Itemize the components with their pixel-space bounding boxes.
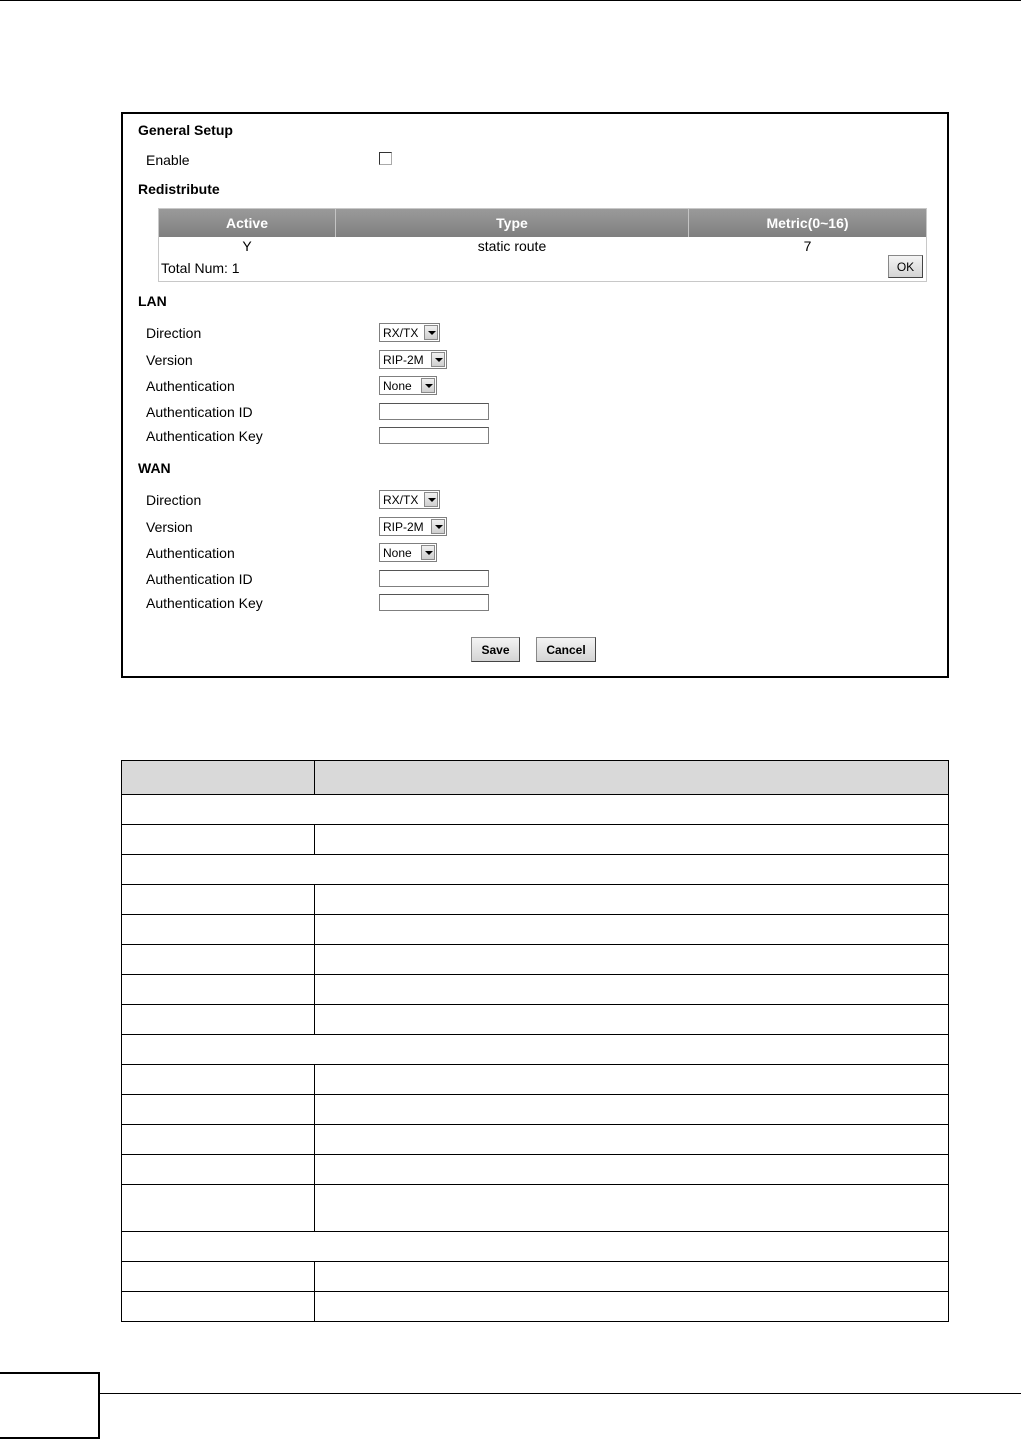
lan-title: LAN <box>138 293 167 309</box>
lan-version-label: Version <box>146 352 193 368</box>
column-header-active: Active <box>225 215 269 231</box>
row-type-cell: static route <box>477 238 547 254</box>
description-cell <box>315 1065 949 1095</box>
label-cell <box>122 1185 315 1232</box>
chevron-down-icon[interactable] <box>421 545 435 560</box>
description-cell <box>315 1125 949 1155</box>
description-cell <box>315 885 949 915</box>
label-cell <box>122 885 315 915</box>
table-row <box>122 885 949 915</box>
wan-title: WAN <box>138 460 171 476</box>
lan-direction-label: Direction <box>146 325 202 341</box>
chevron-down-icon[interactable] <box>424 492 438 507</box>
wan-authentication-label: Authentication <box>146 545 235 561</box>
enable-label: Enable <box>146 152 190 168</box>
page-number-box <box>0 1372 100 1439</box>
table-row <box>122 855 949 885</box>
table-header-row <box>122 761 949 795</box>
top-rule <box>0 0 1021 1</box>
description-cell <box>315 1005 949 1035</box>
wan-direction-select[interactable] <box>379 490 440 509</box>
table-row <box>122 795 949 825</box>
redistribute-table-header <box>159 209 926 237</box>
chevron-down-icon[interactable] <box>424 325 438 340</box>
lan-authentication-label: Authentication <box>146 378 235 394</box>
description-cell <box>315 1292 949 1322</box>
wan-direction-label: Direction <box>146 492 202 508</box>
wan-direction-value: RX/TX <box>383 493 419 507</box>
label-cell <box>122 915 315 945</box>
row-active-cell: Y <box>242 238 252 254</box>
table-row <box>122 1125 949 1155</box>
column-header-metric: Metric(0~16) <box>766 215 849 231</box>
label-cell <box>122 975 315 1005</box>
wan-authentication-id-label: Authentication ID <box>146 571 253 587</box>
table-header-cell <box>122 761 315 795</box>
table-row <box>122 975 949 1005</box>
table-row <box>122 945 949 975</box>
label-cell <box>122 945 315 975</box>
table-row <box>122 1232 949 1262</box>
lan-direction-value: RX/TX <box>383 326 419 340</box>
redistribute-table <box>158 208 927 282</box>
lan-authentication-id-input[interactable] <box>379 403 489 420</box>
description-cell <box>315 1262 949 1292</box>
lan-authentication-key-input[interactable] <box>379 427 489 444</box>
field-description-table <box>121 760 949 1322</box>
general-setup-title: General Setup <box>138 122 233 138</box>
table-row <box>122 1035 949 1065</box>
wan-version-label: Version <box>146 519 193 535</box>
description-cell <box>315 945 949 975</box>
label-cell <box>122 1125 315 1155</box>
table-row <box>122 1005 949 1035</box>
enable-checkbox[interactable] <box>379 152 392 165</box>
save-button[interactable]: Save <box>471 637 520 662</box>
label-cell <box>122 1005 315 1035</box>
wan-authentication-id-input[interactable] <box>379 570 489 587</box>
column-header-type: Type <box>496 215 528 231</box>
lan-authentication-value: None <box>383 379 412 393</box>
wan-version-value: RIP-2M <box>383 520 424 534</box>
table-row <box>122 1185 949 1232</box>
chevron-down-icon[interactable] <box>431 519 445 534</box>
table-row <box>122 1065 949 1095</box>
ok-button[interactable]: OK <box>888 255 923 278</box>
wan-version-select[interactable] <box>379 517 447 536</box>
section-cell <box>122 795 949 825</box>
label-cell <box>122 1292 315 1322</box>
description-cell <box>315 975 949 1005</box>
table-row <box>122 1292 949 1322</box>
label-cell <box>122 1262 315 1292</box>
description-cell <box>315 1155 949 1185</box>
redistribute-title: Redistribute <box>138 181 220 197</box>
description-cell <box>315 1185 949 1232</box>
label-cell <box>122 1155 315 1185</box>
table-header-cell <box>315 761 949 795</box>
section-cell <box>122 1232 949 1262</box>
section-cell <box>122 855 949 885</box>
description-cell <box>315 825 949 855</box>
table-row <box>122 915 949 945</box>
table-row <box>122 825 949 855</box>
footer-rule <box>100 1393 1021 1394</box>
total-num-label: Total Num: 1 <box>161 260 240 276</box>
lan-direction-select[interactable] <box>379 323 440 342</box>
table-row <box>122 1155 949 1185</box>
lan-authentication-id-label: Authentication ID <box>146 404 253 420</box>
chevron-down-icon[interactable] <box>421 378 435 393</box>
label-cell <box>122 825 315 855</box>
wan-authentication-key-input[interactable] <box>379 594 489 611</box>
description-cell <box>315 1095 949 1125</box>
lan-authentication-key-label: Authentication Key <box>146 428 263 444</box>
wan-authentication-key-label: Authentication Key <box>146 595 263 611</box>
wan-authentication-select[interactable] <box>379 543 437 562</box>
table-row <box>122 1262 949 1292</box>
table-row <box>122 1095 949 1125</box>
label-cell <box>122 1095 315 1125</box>
chevron-down-icon[interactable] <box>431 352 445 367</box>
row-metric-cell: 7 <box>803 238 812 254</box>
description-cell <box>315 915 949 945</box>
lan-authentication-select[interactable] <box>379 376 437 395</box>
lan-version-value: RIP-2M <box>383 353 424 367</box>
lan-version-select[interactable] <box>379 350 447 369</box>
label-cell <box>122 1065 315 1095</box>
rip-setup-panel <box>121 112 949 678</box>
cancel-button[interactable]: Cancel <box>536 637 596 662</box>
section-cell <box>122 1035 949 1065</box>
wan-authentication-value: None <box>383 546 412 560</box>
